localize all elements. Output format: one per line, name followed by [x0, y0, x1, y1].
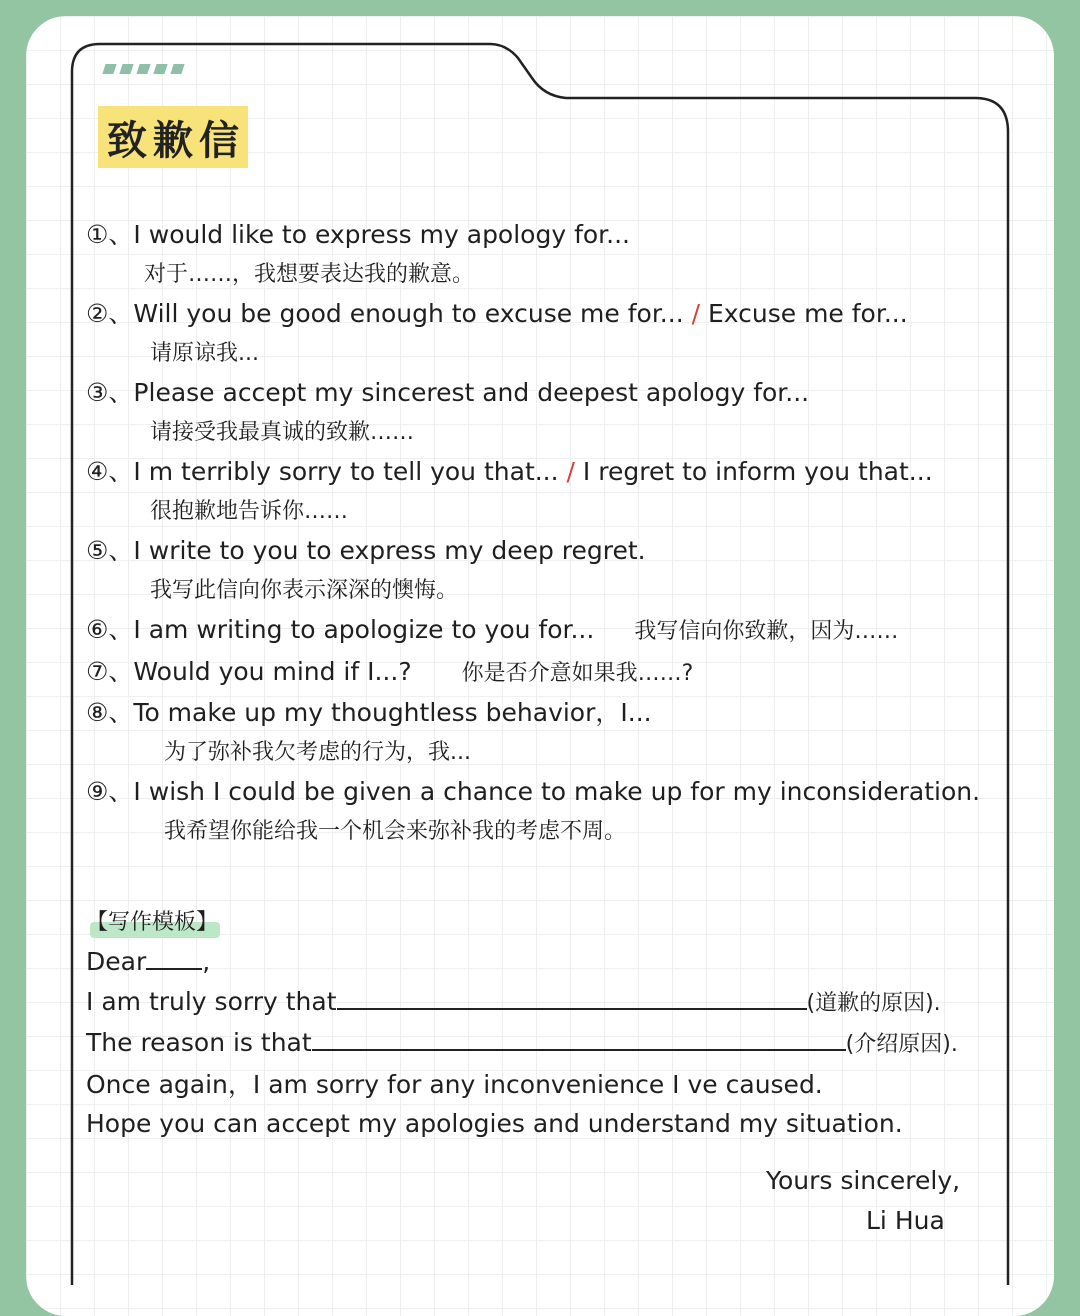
- template-heading: [86, 903, 218, 942]
- phrase-8-translation: 为了弥补我欠考虑的行为，我...: [164, 739, 471, 765]
- phrase-3-translation: 请接受我最真诚的致歉……: [150, 419, 415, 445]
- phrase-list: [86, 215, 986, 1144]
- phrase-9-translation: 我希望你能给我一个机会来弥补我的考虑不周。: [164, 818, 627, 844]
- slash-separator: /: [558, 457, 583, 486]
- fill-blank: [312, 1027, 846, 1051]
- fill-blank: [337, 986, 807, 1010]
- phrase-2-translation: 请原谅我...: [150, 340, 259, 366]
- phrase-7-translation: 你是否介意如果我……?: [461, 660, 694, 686]
- phrase-4: ④、I m terribly sorry to tell you that... / I regret to inform you that...: [86, 457, 933, 486]
- fill-blank: [146, 946, 202, 970]
- closing: Yours sincerely,: [766, 1166, 961, 1195]
- phrase-6: ⑥、I am writing to apologize to you for... 我写信向你致歉，因为……: [86, 610, 986, 652]
- phrase-1: ①、I would like to express my apology for...: [86, 220, 631, 249]
- dash-decoration: [104, 64, 183, 74]
- template-line-3: Once again，I am sorry for any inconvenience I ve caused.: [86, 1069, 823, 1099]
- phrase-1-translation: 对于……，我想要表达我的歉意。: [144, 261, 475, 287]
- phrase-5-translation: 我写此信向你表示深深的懊悔。: [150, 577, 459, 603]
- template-label: 【写作模板】: [86, 910, 219, 935]
- page-title: 致歉信: [107, 116, 245, 164]
- signature-name: Li Hua: [866, 1206, 945, 1235]
- template-line-2: The reason is that (介绍原因).: [86, 1028, 958, 1057]
- phrase-2: ②、Will you be good enough to excuse me for... / Excuse me for...: [86, 299, 908, 328]
- slash-separator: /: [683, 299, 708, 328]
- phrase-3: ③、Please accept my sincerest and deepest apology for...: [86, 378, 810, 407]
- phrase-8: ⑧、To make up my thoughtless behavior，I...: [86, 698, 652, 727]
- template-dear-line: Dear ,: [86, 947, 211, 976]
- phrase-9: ⑨、I wish I could be given a chance to make up for my inconsideration.: [86, 777, 981, 806]
- phrase-7: ⑦、Would you mind if I...? 你是否介意如果我……?: [86, 652, 986, 694]
- template-line-1: I am truly sorry that (道歉的原因).: [86, 986, 941, 1016]
- phrase-4-translation: 很抱歉地告诉你……: [150, 498, 349, 524]
- title-highlight: [98, 106, 248, 168]
- phrase-5: ⑤、I write to you to express my deep regret.: [86, 536, 646, 565]
- phrase-6-translation: 我写信向你致歉，因为……: [634, 619, 899, 644]
- template-line-4: Hope you can accept my apologies and understand my situation.: [86, 1109, 903, 1138]
